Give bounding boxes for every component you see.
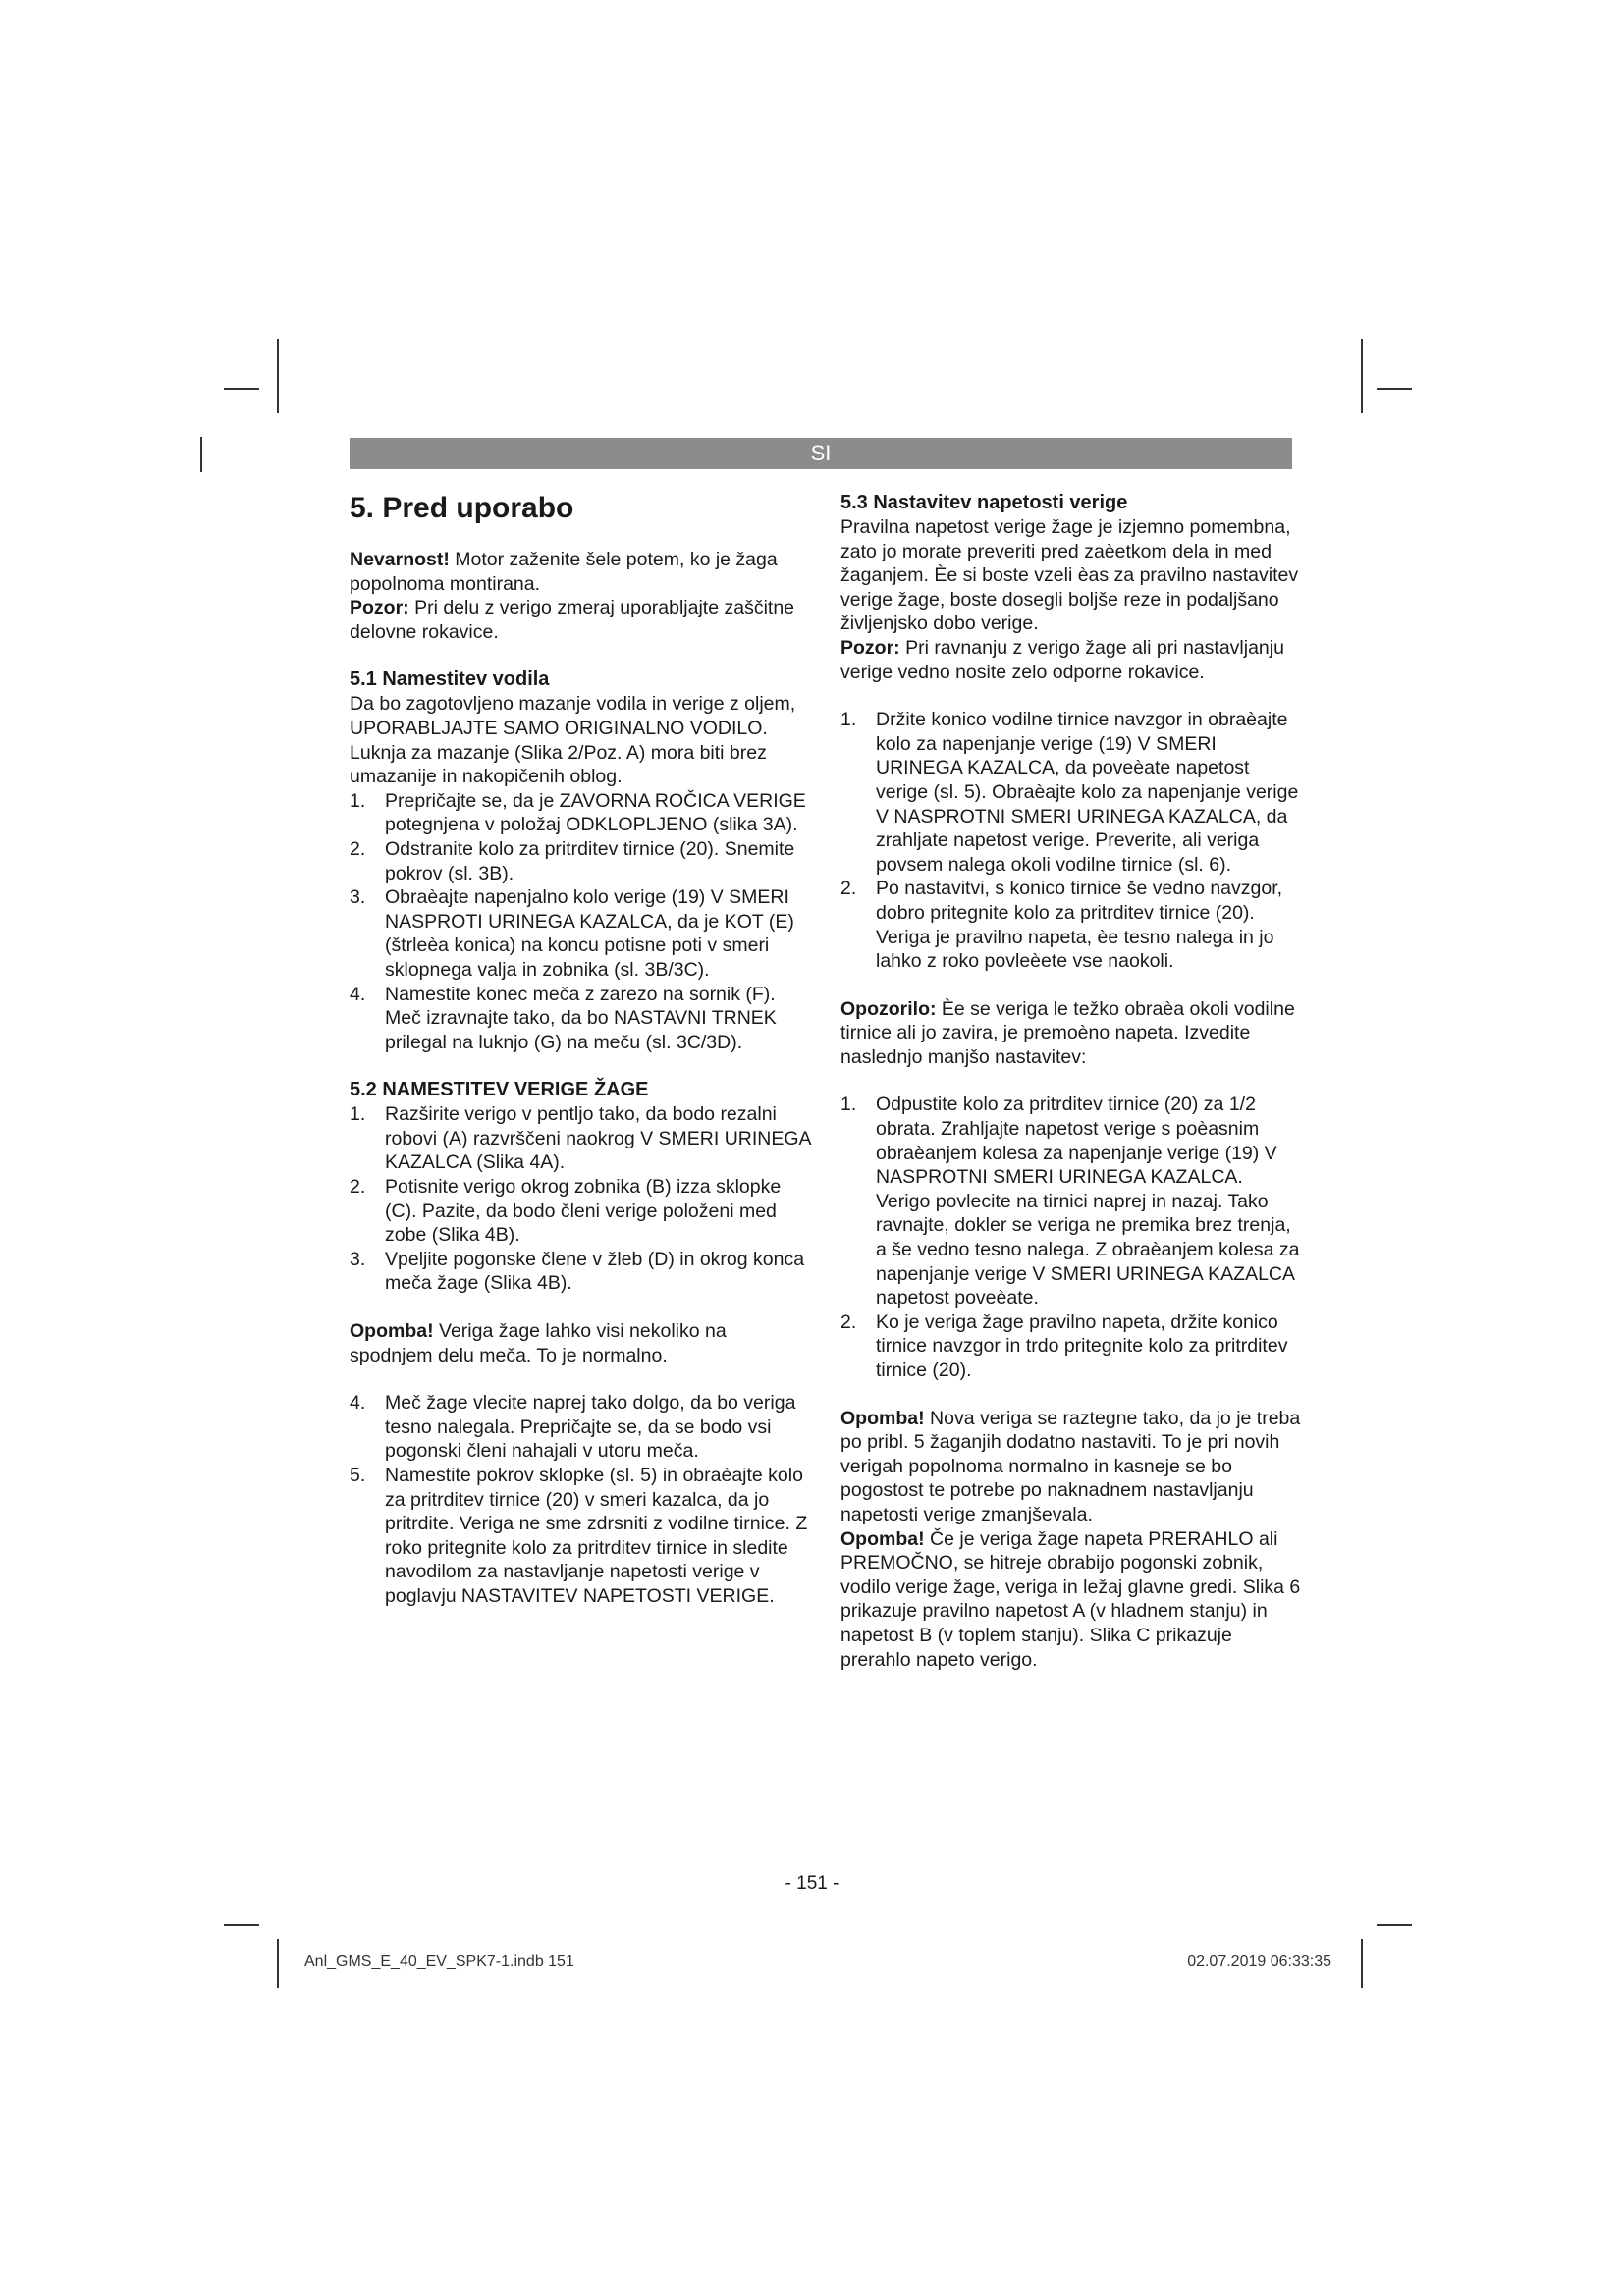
- list-number: 2.: [840, 1310, 857, 1333]
- crop-mark: [224, 388, 259, 390]
- list-number: 2.: [350, 837, 366, 860]
- list-text: Namestite pokrov sklopke (sl. 5) in obraèajte kolo za pritrditev tirnice (20) v smeri kazalca, da jo pritrdite. Veriga ne sme zdrsniti z vodilne tirnice. Z roko pritegnite kolo za pritrditev tirnice in sledite navodilom za nastavljanje napetosti verige v poglavju NASTAVITEV NAPETOSTI VERIGE.: [385, 1465, 808, 1607]
- list-item: [350, 1102, 811, 1175]
- warning-label: Opozorilo:: [840, 997, 937, 1020]
- crop-mark: [1361, 1939, 1363, 1988]
- subsection-title: 5.3 Nastavitev napetosti verige: [840, 492, 1128, 513]
- list-item: [350, 1248, 811, 1296]
- list-item: [350, 885, 811, 982]
- list-text: Po nastavitvi, s konico tirnice še vedno navzgor, dobro pritegnite kolo za pritrditev tirnice (20). Veriga je pravilno napeta, èe tesno nalega in jo lahko z roko povleèete vse naokoli.: [876, 878, 1283, 973]
- crop-mark: [224, 1924, 259, 1926]
- print-datetime: 02.07.2019 06:33:35: [1187, 1953, 1331, 1970]
- list-text: Vpeljite pogonske člene v žleb (D) in okrog konca meča žage (Slika 4B).: [385, 1248, 805, 1295]
- subsection-text: Da bo zagotovljeno mazanje vodila in verige z oljem, UPORABLJAJTE SAMO ORIGINALNO VODILO. Luknja za mazanje (Slika 2/Poz. A) mora biti brez umazanije in nakopičenih oblog.: [350, 693, 796, 788]
- list-text: Potisnite verigo okrog zobnika (B) izza sklopke (C). Pazite, da bodo členi verige položeni med zobe (Slika 4B).: [385, 1176, 782, 1247]
- crop-mark: [1377, 388, 1412, 390]
- list-item: [350, 983, 811, 1055]
- language-header-bar: [350, 438, 1292, 469]
- warning-paragraph: [840, 997, 1302, 1070]
- list-number: 4.: [350, 1392, 366, 1415]
- list-text: Razširite verigo v pentljo tako, da bodo rezalni robovi (A) razvrščeni naokrog V SMERI URINEGA KAZALCA (Slika 4A).: [385, 1103, 811, 1174]
- note-text: Veriga žage lahko visi nekoliko na spodnjem delu meča. To je normalno.: [350, 1320, 727, 1366]
- list-item: [840, 1093, 1302, 1309]
- crop-mark: [277, 339, 279, 413]
- instruction-list: [350, 1391, 811, 1608]
- list-number: 2.: [840, 878, 857, 900]
- instruction-list: [840, 708, 1302, 974]
- list-number: 2.: [350, 1176, 366, 1199]
- caution-text: Pri delu z verigo zmeraj uporabljajte zaščitne delovne rokavice.: [350, 597, 795, 643]
- list-text: Meč žage vlecite naprej tako dolgo, da bo veriga tesno nalegala. Prepričajte se, da se bodo vsi pogonski členi nahajali v utoru meča.: [385, 1392, 796, 1463]
- file-name: Anl_GMS_E_40_EV_SPK7-1.indb 151: [304, 1953, 574, 1970]
- list-item: [840, 1310, 1302, 1383]
- list-item: [350, 837, 811, 885]
- list-item: [350, 789, 811, 837]
- crop-mark: [1377, 1924, 1412, 1926]
- subsection-text: Pravilna napetost verige žage je izjemno pomembna, zato jo morate preveriti pred zaèetkom dela in med žaganjem. Èe si boste vzeli èas za pravilno nastavitev verige žage, boste dosegli boljše reze in podaljšano življenjsko dobo verige.: [840, 516, 1299, 635]
- page-number: - 151 -: [785, 1873, 839, 1894]
- subsection-title: 5.1 Namestitev vodila: [350, 668, 550, 691]
- list-number: 1.: [350, 1103, 366, 1126]
- list-item: [350, 1175, 811, 1248]
- language-label: SI: [810, 441, 832, 465]
- right-column: [840, 491, 1302, 1672]
- caution-paragraph: [350, 596, 811, 644]
- note-label: Opomba!: [350, 1320, 434, 1343]
- caution-label: Pozor:: [350, 597, 409, 619]
- crop-mark: [1361, 339, 1363, 413]
- list-text: Odpustite kolo za pritrditev tirnice (20) za 1/2 obrata. Zrahljajte napetost verige s poèasnim obraèanjem kolesa za napenjanje verige (19) V NASPROTNI SMERI URINEGA KAZALCA. Verigo povlecite na tirnici naprej in nazaj. Tako ravnajte, dokler se veriga ne premika brez trenja, a še vedno tesno nalega. Z obraèanjem kolesa za napenjanje verige V SMERI URINEGA KAZALCA napetost poveèate.: [876, 1094, 1300, 1309]
- caution-paragraph: [840, 636, 1302, 684]
- instruction-list: [350, 789, 811, 1055]
- danger-paragraph: [350, 548, 811, 596]
- warning-text: Èe se veriga le težko obraèa okoli vodilne tirnice ali jo zavira, je premoèno napeta. Izvedite naslednjo manjšo nastavitev:: [840, 997, 1295, 1068]
- list-text: Odstranite kolo za pritrditev tirnice (20). Snemite pokrov (sl. 3B).: [385, 837, 795, 884]
- list-item: [840, 877, 1302, 973]
- list-text: Ko je veriga žage pravilno napeta, držite konico tirnice navzgor in trdo pritegnite kolo za pritrditev tirnice (20).: [876, 1310, 1288, 1381]
- left-column: [350, 491, 811, 1609]
- list-text: Namestite konec meča z zarezo na sornik (F). Meč izravnajte tako, da bo NASTAVNI TRNEK prilegal na luknjo (G) na meču (sl. 3C/3D).: [385, 983, 777, 1053]
- section-title: 5. Pred uporabo: [350, 492, 574, 524]
- list-number: 3.: [350, 886, 366, 909]
- list-item: [840, 708, 1302, 877]
- list-number: 1.: [840, 1094, 857, 1116]
- danger-label: Nevarnost!: [350, 549, 450, 570]
- subsection-title: 5.2 NAMESTITEV VERIGE ŽAGE: [350, 1079, 649, 1101]
- list-item: [350, 1391, 811, 1464]
- list-number: 5.: [350, 1465, 366, 1486]
- crop-mark: [277, 1939, 279, 1988]
- list-number: 4.: [350, 983, 366, 1005]
- note-paragraph: [840, 1407, 1302, 1527]
- caution-label: Pozor:: [840, 636, 900, 659]
- note-label: Opomba!: [840, 1527, 925, 1550]
- caution-text: Pri ravnanju z verigo žage ali pri nastavljanju verige vedno nosite zelo odporne rokavice.: [840, 636, 1284, 683]
- note-text: Če je veriga žage napeta PRERAHLO ali PREMOČNO, se hitreje obrabijo pogonski zobnik, vodilo verige žage, veriga in ležaj glavne gredi. Slika 6 prikazuje pravilno napetost A (v hladnem stanju) in napetost B (v toplem stanju). Slika C prikazuje prerahlo napeto verigo.: [840, 1527, 1301, 1671]
- instruction-list: [350, 1102, 811, 1296]
- list-number: 1.: [350, 789, 366, 812]
- list-text: Držite konico vodilne tirnice navzgor in obraèajte kolo za napenjanje verige (19) V SMERI URINEGA KAZALCA, da poveèate napetost verige (sl. 5). Obraèajte kolo za napenjanje verige V NASPROTNI SMERI URINEGA KAZALCA, da zrahljate napetost verige. Preverite, ali veriga povsem nalega okoli vodilne tirnice (sl. 6).: [876, 709, 1299, 876]
- list-text: Prepričajte se, da je ZAVORNA ROČICA VERIGE potegnjena v položaj ODKLOPLJENO (slika 3A).: [385, 789, 806, 836]
- note-text: Nova veriga se raztegne tako, da jo je treba po pribl. 5 žaganjih dodatno nastaviti. To je pri novih verigah popolnoma normalno in kasneje se bo pogostost te potrebe po naknadnem nastavljanju napetosti verige zmanjševala.: [840, 1407, 1301, 1525]
- crop-mark: [200, 437, 202, 472]
- list-number: 1.: [840, 709, 857, 731]
- list-number: 3.: [350, 1248, 366, 1270]
- list-text: Obraèajte napenjalno kolo verige (19) V SMERI NASPROTI URINEGA KAZALCA, da je KOT (E) (štrleèa konica) na koncu potisne poti v smeri sklopnega valja in zobnika (sl. 3B/3C).: [385, 886, 794, 981]
- instruction-list: [840, 1093, 1302, 1382]
- note-paragraph: [350, 1319, 811, 1367]
- note-label: Opomba!: [840, 1407, 925, 1429]
- danger-text: Motor zaženite šele potem, ko je žaga popolnoma montirana.: [350, 549, 778, 595]
- note-paragraph: [840, 1527, 1302, 1673]
- list-item: [350, 1464, 811, 1609]
